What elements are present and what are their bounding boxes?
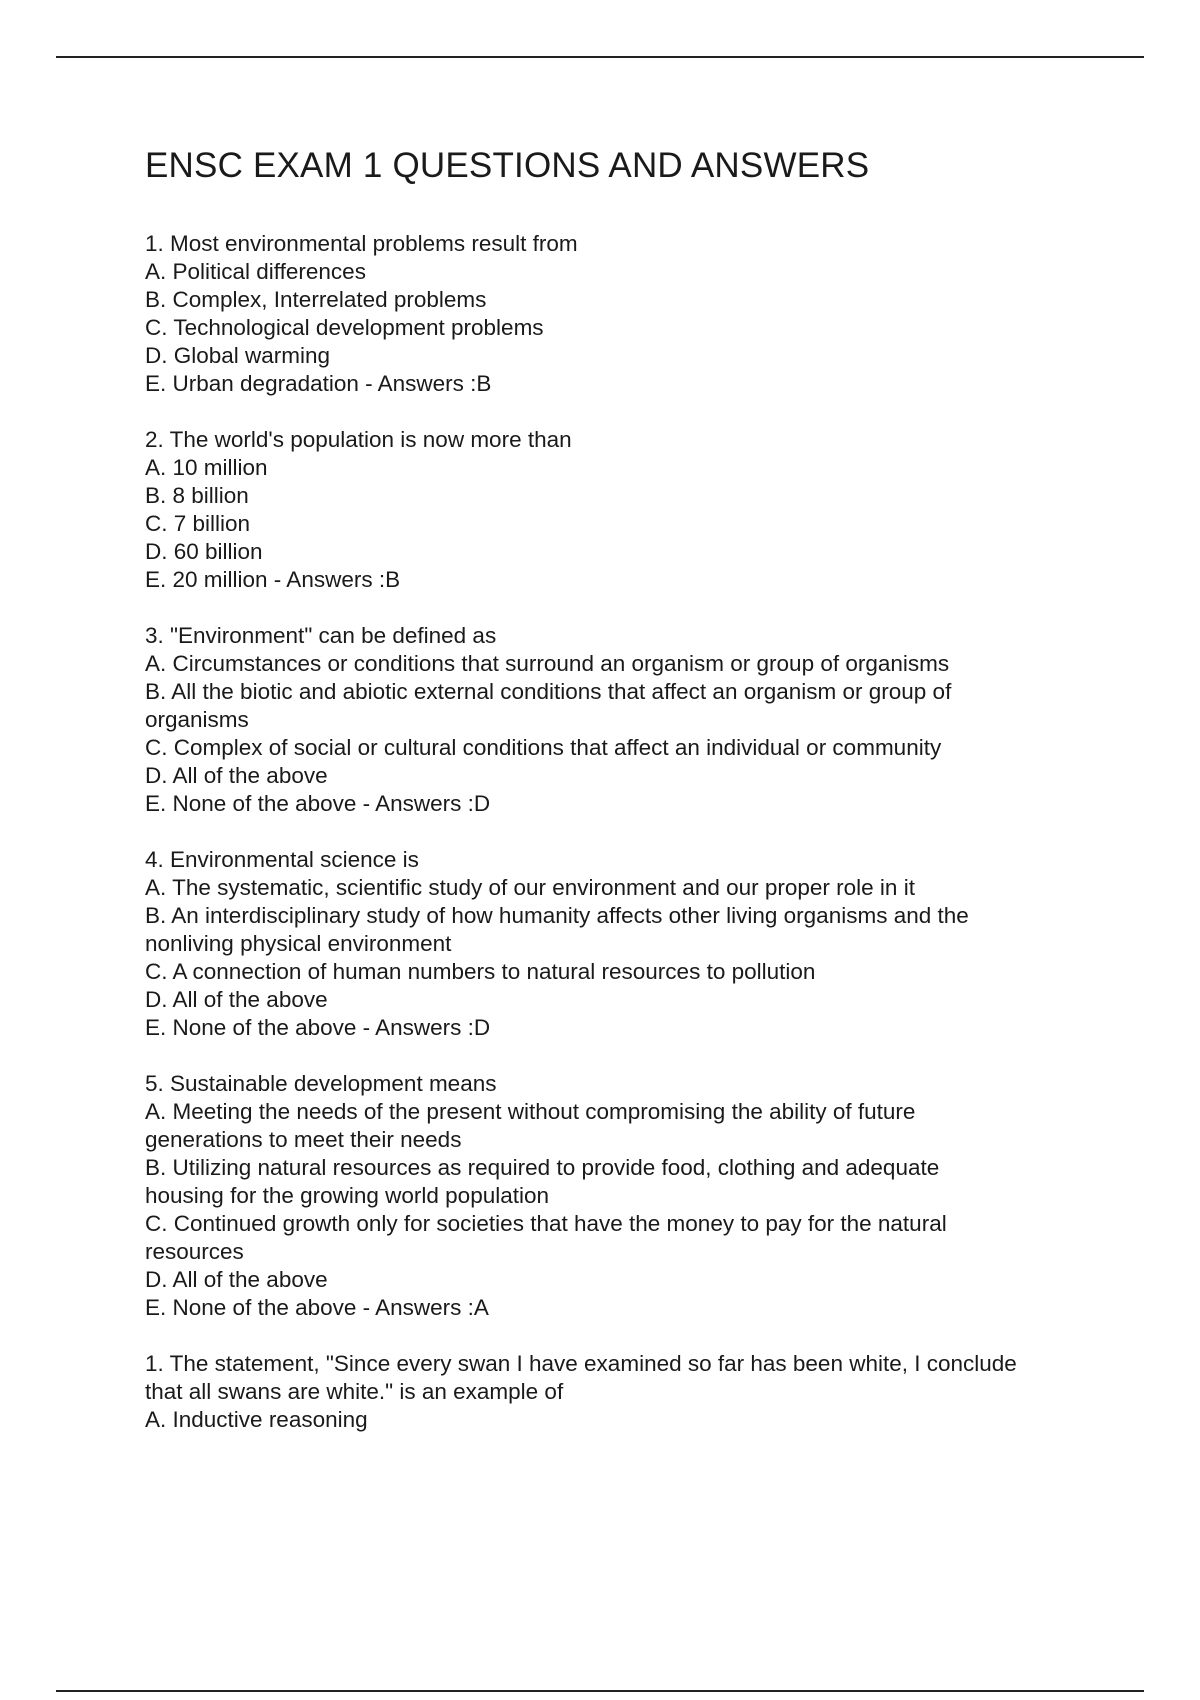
answer-option: D. All of the above: [145, 763, 328, 788]
document-page: [145, 140, 1085, 1462]
question-block-3: [145, 622, 1085, 818]
answer-option-continuation: generations to meet their needs: [145, 1127, 462, 1152]
answer-option-continuation: housing for the growing world population: [145, 1183, 550, 1208]
question-text-continuation: that all swans are white." is an example of: [145, 1379, 564, 1404]
answer-option: A. Political differences: [145, 259, 366, 284]
answer-option: C. Complex of social or cultural conditions that affect an individual or community: [145, 735, 942, 760]
answer-option-continuation: nonliving physical environment: [145, 931, 452, 956]
question-block-5: [145, 1070, 1085, 1322]
answer-option: A. 10 million: [145, 455, 268, 480]
answer-option-with-key: E. None of the above - Answers :A: [145, 1295, 489, 1320]
answer-option: B. An interdisciplinary study of how humanity affects other living organisms and the: [145, 903, 969, 928]
answer-option: D. All of the above: [145, 1267, 328, 1292]
question-block-4: [145, 846, 1085, 1042]
question-text: 5. Sustainable development means: [145, 1071, 497, 1096]
answer-option-with-key: E. 20 million - Answers :B: [145, 567, 401, 592]
question-text: 4. Environmental science is: [145, 847, 419, 872]
question-block-1: [145, 230, 1085, 398]
question-block-6: [145, 1350, 1085, 1434]
answer-option: C. Continued growth only for societies that have the money to pay for the natural: [145, 1211, 947, 1236]
answer-option-with-key: E. None of the above - Answers :D: [145, 1015, 491, 1040]
top-rule: [56, 56, 1144, 58]
answer-option-continuation: resources: [145, 1239, 244, 1264]
answer-option: B. Utilizing natural resources as required to provide food, clothing and adequate: [145, 1155, 940, 1180]
answer-option: C. A connection of human numbers to natural resources to pollution: [145, 959, 816, 984]
answer-option-with-key: E. Urban degradation - Answers :B: [145, 371, 492, 396]
question-text: 3. "Environment" can be defined as: [145, 623, 497, 648]
answer-option: B. Complex, Interrelated problems: [145, 287, 487, 312]
question-text: 1. The statement, "Since every swan I have examined so far has been white, I conclude: [145, 1351, 1017, 1376]
answer-option: A. Meeting the needs of the present without compromising the ability of future: [145, 1099, 916, 1124]
question-text: 1. Most environmental problems result from: [145, 231, 578, 256]
question-block-2: [145, 426, 1085, 594]
document-title: ENSC EXAM 1 QUESTIONS AND ANSWERS: [145, 146, 870, 185]
bottom-rule: [56, 1690, 1144, 1692]
answer-option: C. Technological development problems: [145, 315, 544, 340]
answer-option: D. Global warming: [145, 343, 331, 368]
answer-option: C. 7 billion: [145, 511, 251, 536]
answer-option: A. Circumstances or conditions that surround an organism or group of organisms: [145, 651, 950, 676]
answer-option-with-key: E. None of the above - Answers :D: [145, 791, 491, 816]
answer-option: A. The systematic, scientific study of our environment and our proper role in it: [145, 875, 915, 900]
answer-option-continuation: organisms: [145, 707, 249, 732]
answer-option: B. 8 billion: [145, 483, 249, 508]
answer-option: D. All of the above: [145, 987, 328, 1012]
answer-option: B. All the biotic and abiotic external conditions that affect an organism or group of: [145, 679, 952, 704]
answer-option: D. 60 billion: [145, 539, 263, 564]
question-text: 2. The world's population is now more than: [145, 427, 572, 452]
answer-option: A. Inductive reasoning: [145, 1407, 368, 1432]
